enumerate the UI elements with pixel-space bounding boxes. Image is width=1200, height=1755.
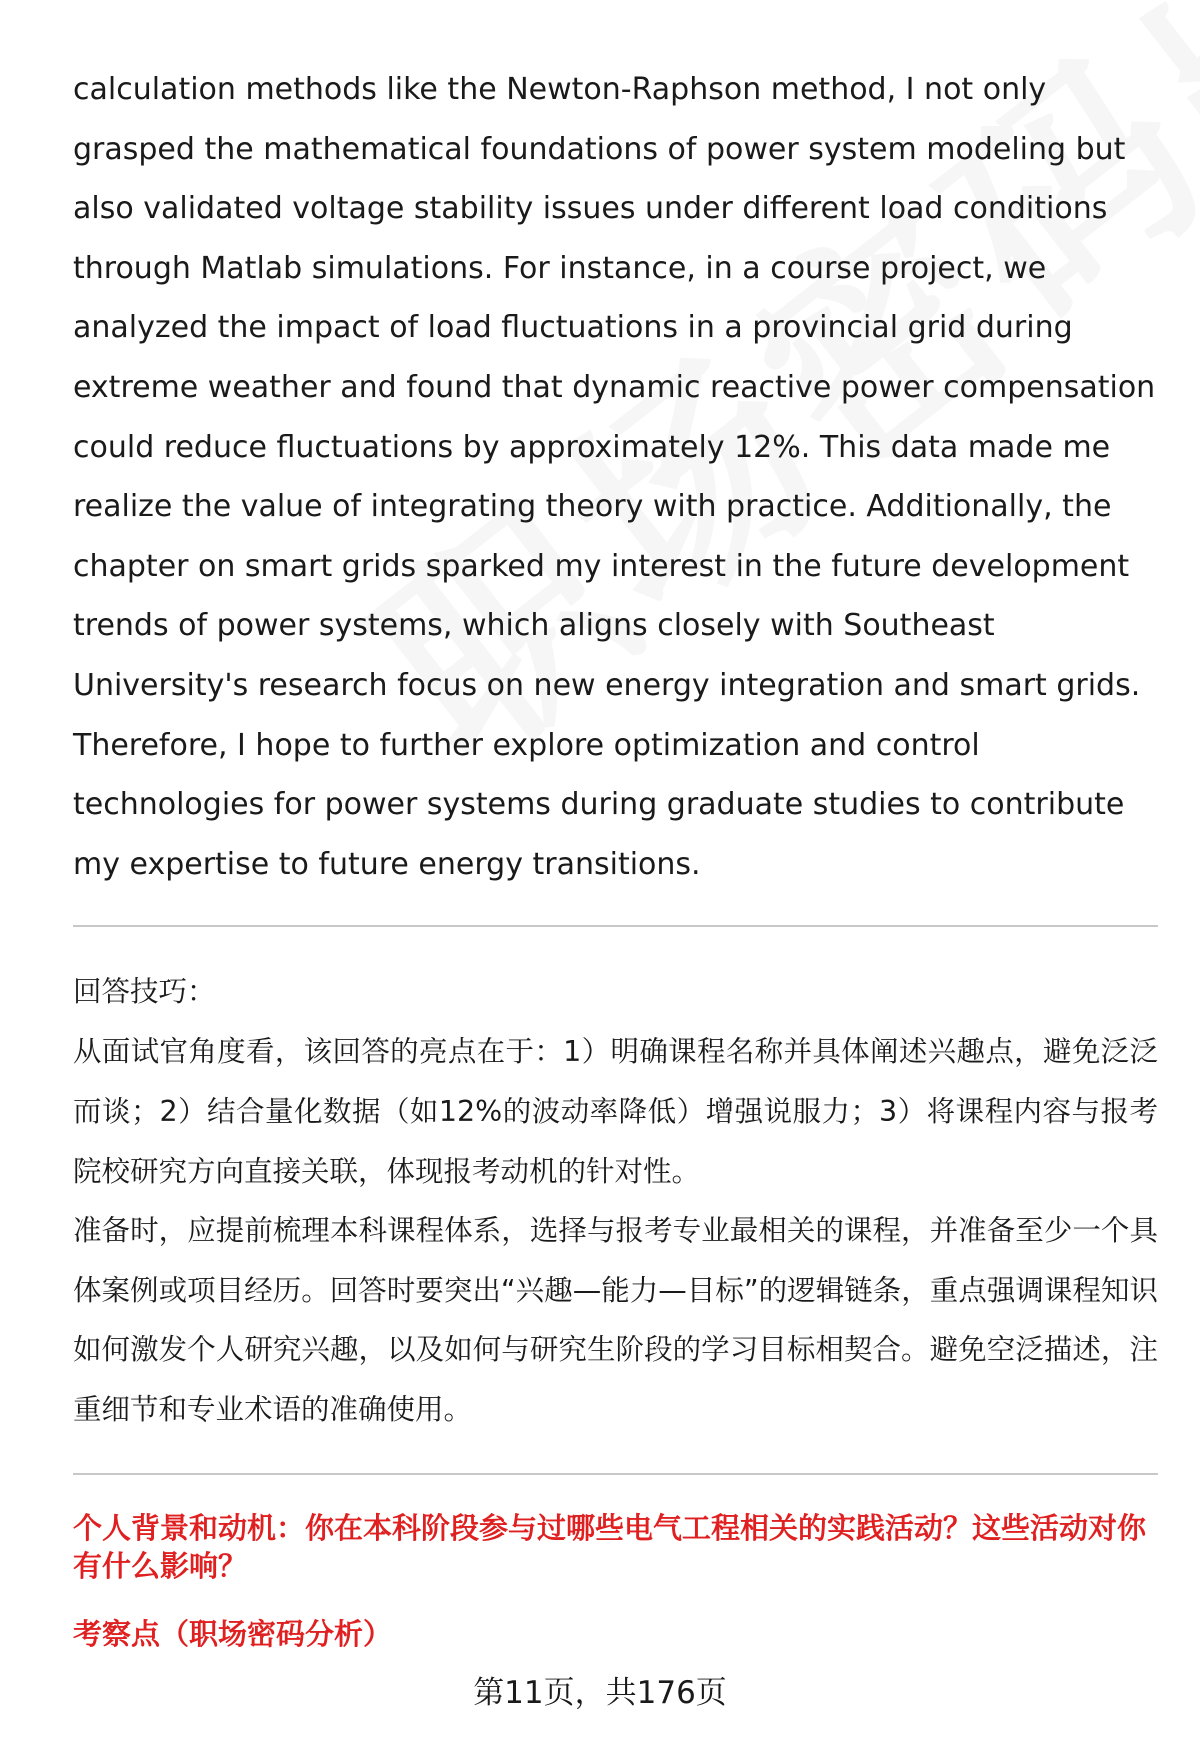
answer-tips-section [73,962,1158,1439]
analysis-subheading: 考察点（职场密码分析） [73,1617,393,1652]
tips-paragraph: 准备时，应提前梳理本科课程体系，选择与报考专业最相关的课程，并准备至少一个具体案例或项目经历。回答时要突出“兴趣—能力—目标”的逻辑链条，重点强调课程知识如何激发个人研究兴趣，以及如何与研究生阶段的学习目标相契合。避免空泛描述，注重细节和专业术语的准确使用。 [73,1214,1158,1426]
page-content [73,60,1158,1653]
next-question-heading: 个人背景和动机：你在本科阶段参与过哪些电气工程相关的实践活动？这些活动对你有什么影响？ [73,1511,1147,1584]
section-divider [73,1473,1158,1475]
tips-heading: 回答技巧： [73,975,216,1009]
tips-paragraph: 从面试官角度看，该回答的亮点在于：1）明确课程名称并具体阐述兴趣点，避免泛泛而谈；2）结合量化数据（如12%的波动率降低）增强说服力；3）将课程内容与报考院校研究方向直接关联，体现报考动机的针对性。 [73,1035,1158,1188]
english-answer-paragraph: calculation methods like the Newton-Raphson method, I not only grasped the mathematical foundations of power system modeling but also validated voltage stability issues under different load conditions through Matlab simulations. For instance, in a course project, we analyzed the impact of load fluctuations in a provincial grid during extreme weather and found that dynamic reactive power compensation could reduce fluctuations by approximately 12%. This data made me realize the value of integrating theory with practice. Additionally, the chapter on smart grids sparked my interest in the future development trends of power systems, which aligns closely with Southeast University's research focus on new energy integration and smart grids. Therefore, I hope to further explore optimization and control technologies for power systems during graduate studies to contribute my expertise to future energy transitions. [73,72,1156,882]
section-divider [73,925,1158,927]
page-number-footer: 第11页，共176页 [473,1675,727,1711]
